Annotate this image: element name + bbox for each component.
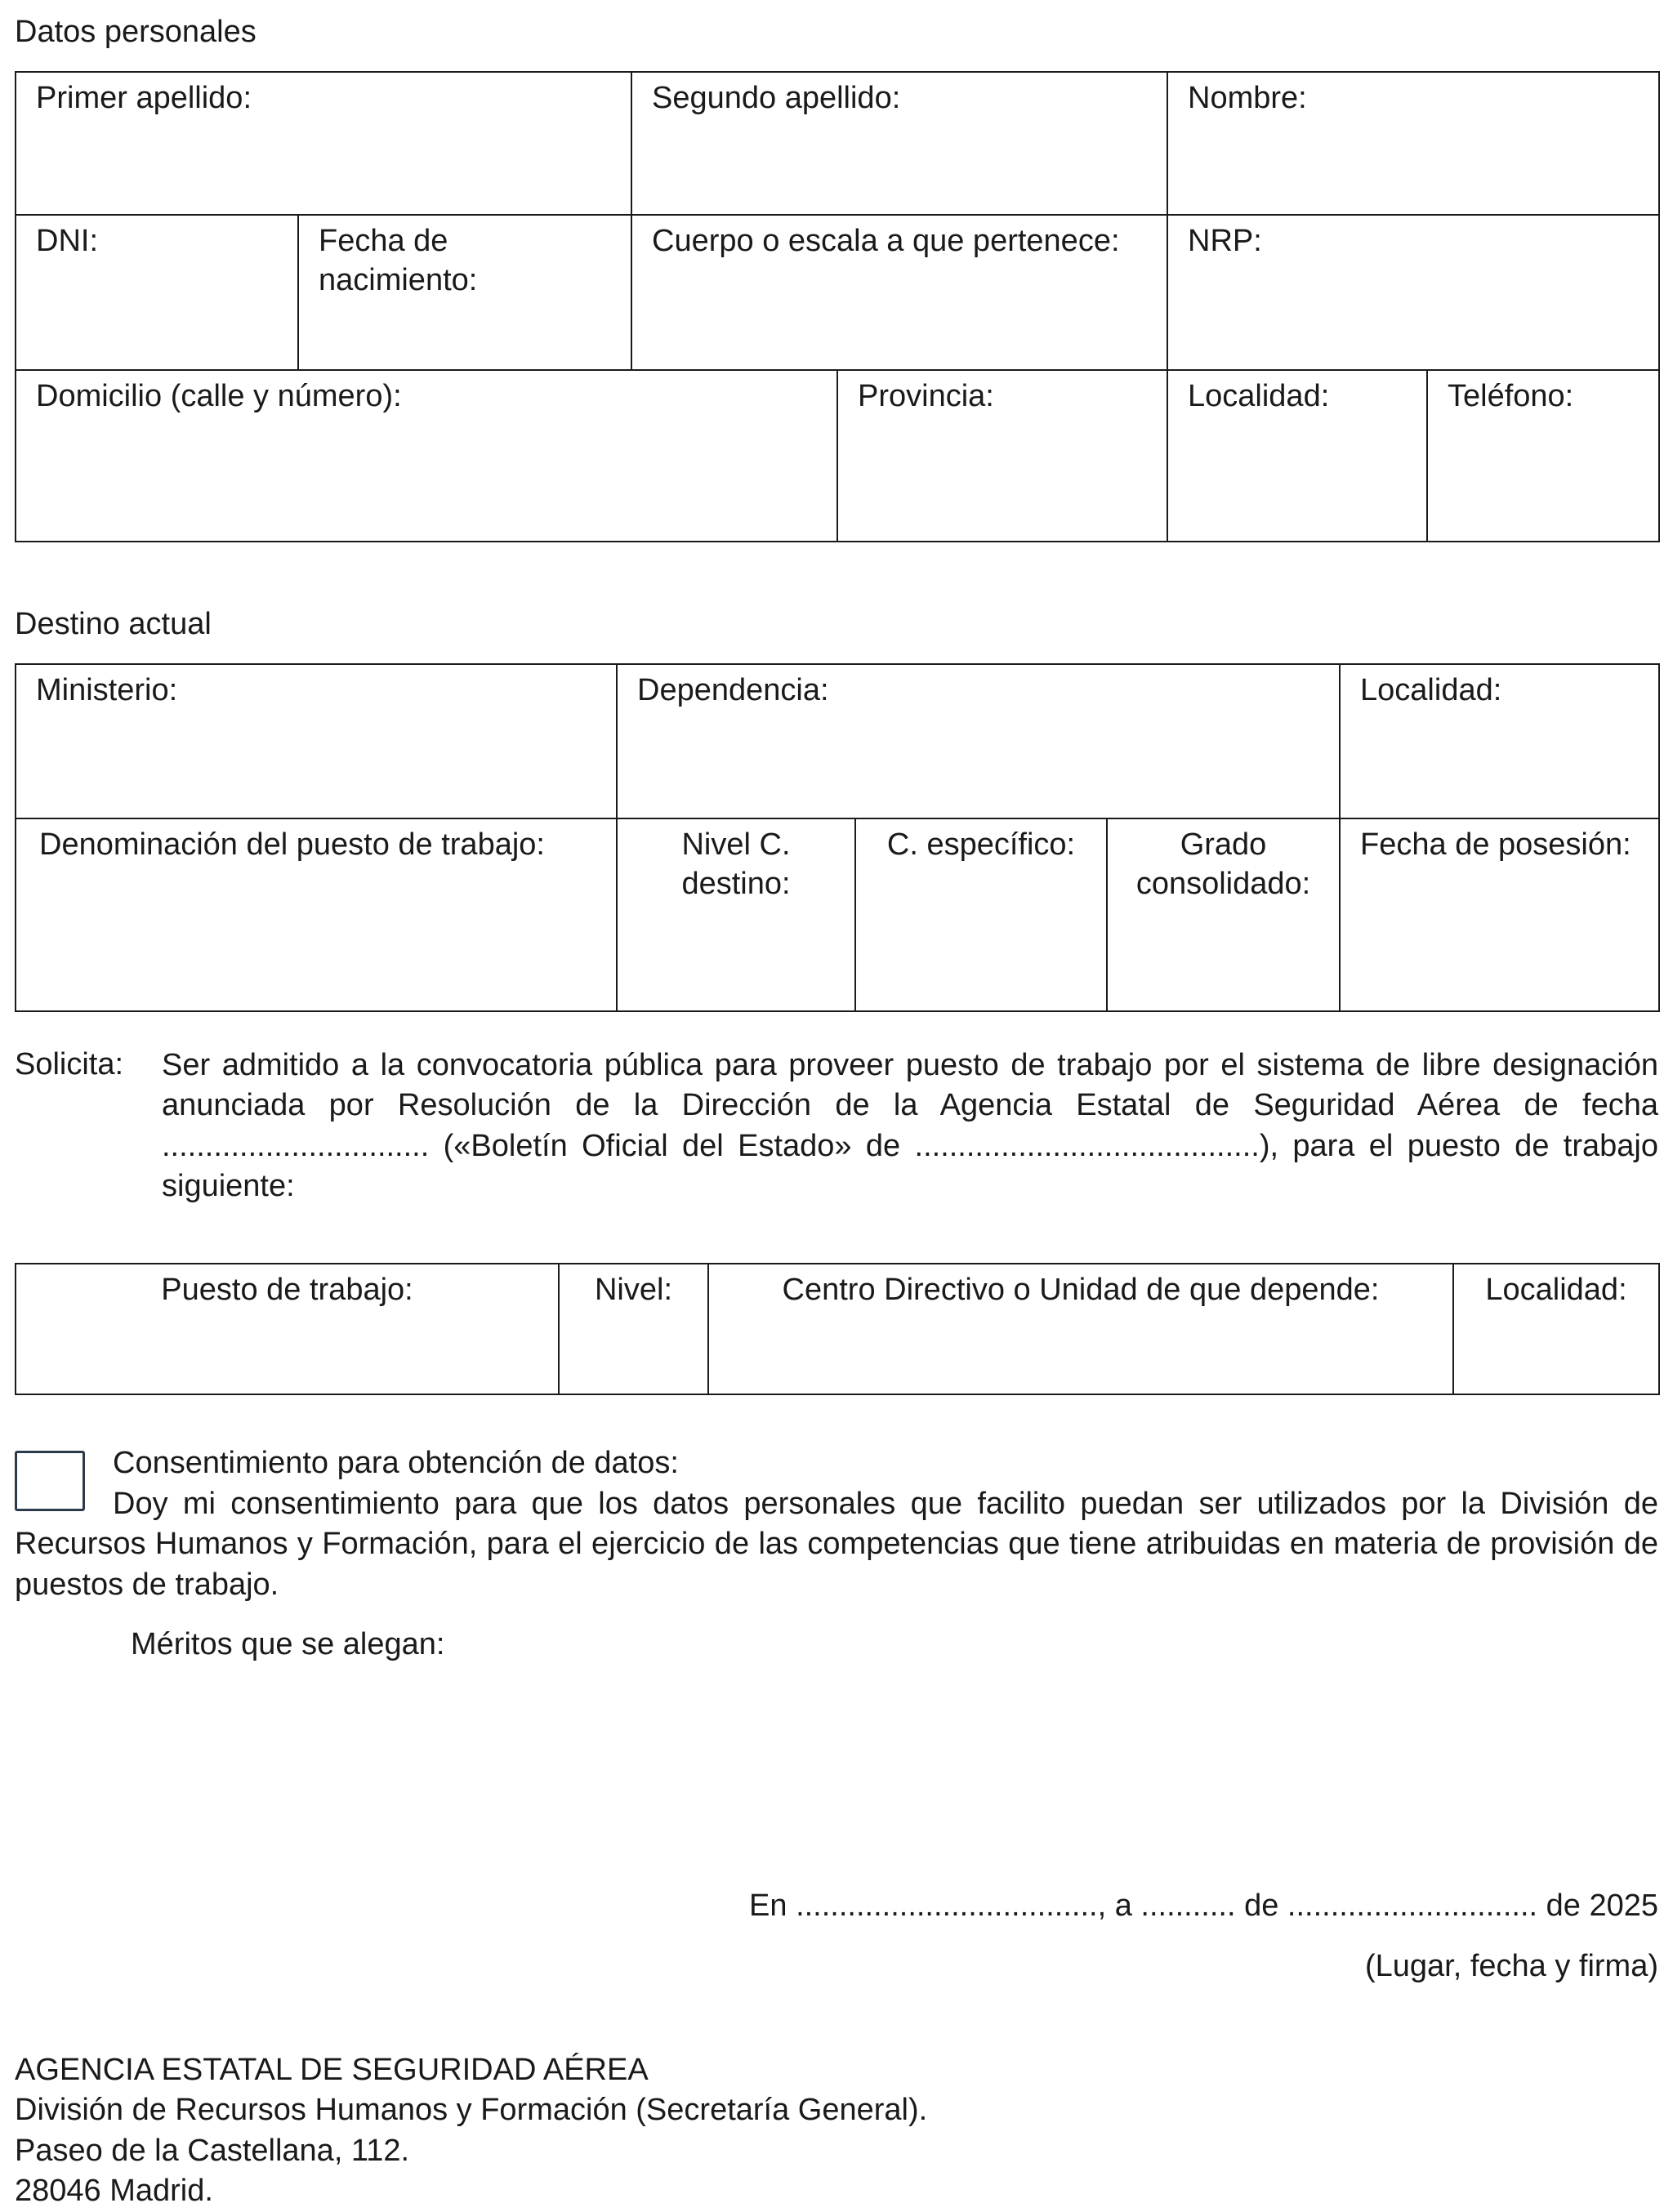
puesto-solicitado-table	[15, 1263, 1660, 1395]
recipient-address	[15, 2050, 927, 2212]
field-cuerpo-escala[interactable]: Cuerpo o escala a que pertenece:	[631, 215, 1167, 370]
field-nivel[interactable]: Nivel:	[559, 1264, 708, 1394]
field-localidad-destino[interactable]: Localidad:	[1340, 664, 1659, 818]
field-dni[interactable]: DNI:	[16, 215, 298, 370]
recipient-agency: AGENCIA ESTATAL DE SEGURIDAD AÉREA	[15, 2053, 649, 2087]
field-puesto-trabajo[interactable]: Puesto de trabajo:	[16, 1264, 559, 1394]
field-domicilio[interactable]: Domicilio (calle y número):	[16, 370, 837, 542]
solicita-text: Ser admitido a la convocatoria pública para proveer puesto de trabajo por el sistema de libre designación anunciada por Resolución de la Dirección de la Agencia Estatal de Seguridad Aérea de fecha ............................... («Boletín Oficial del Estado» de ........................................), para el puesto de trabajo siguiente:	[162, 1048, 1658, 1204]
datos-personales-table	[15, 71, 1660, 542]
field-grado-consolidado[interactable]: Grado consolidado:	[1107, 818, 1340, 1011]
field-fecha-nacimiento[interactable]: Fecha de nacimiento:	[298, 215, 631, 370]
recipient-division: División de Recursos Humanos y Formación (Secretaría General).	[15, 2093, 928, 2128]
consent-text: Doy mi consentimiento para que los datos personales que facilito puedan ser utilizados por la División de Recursos Humanos y Formación, para el ejercicio de las competencias que tiene atribuidas en materia de provisión de puestos de trabajo.	[15, 1487, 1658, 1602]
field-c-especifico[interactable]: C. específico:	[855, 818, 1107, 1011]
field-ministerio[interactable]: Ministerio:	[16, 664, 617, 818]
destino-actual-table	[15, 663, 1660, 1012]
field-nrp[interactable]: NRP:	[1167, 215, 1659, 370]
section-title-destino-actual: Destino actual	[15, 607, 212, 641]
field-telefono[interactable]: Teléfono:	[1427, 370, 1659, 542]
field-segundo-apellido[interactable]: Segundo apellido:	[631, 72, 1167, 215]
signature-caption: (Lugar, fecha y firma)	[1364, 1949, 1658, 1983]
field-denominacion-puesto[interactable]: Denominación del puesto de trabajo:	[16, 818, 617, 1011]
meritos-label: Méritos que se alegan:	[131, 1627, 445, 1661]
solicita-paragraph	[15, 1046, 1658, 1207]
section-title-datos-personales: Datos personales	[15, 15, 257, 49]
consent-title: Consentimiento para obtención de datos:	[113, 1446, 679, 1480]
field-dependencia[interactable]: Dependencia:	[617, 664, 1340, 818]
field-localidad-puesto[interactable]: Localidad:	[1453, 1264, 1659, 1394]
solicita-label: Solicita:	[15, 1047, 124, 1081]
field-provincia[interactable]: Provincia:	[837, 370, 1167, 542]
field-nombre[interactable]: Nombre:	[1167, 72, 1659, 215]
field-nivel-c-destino[interactable]: Nivel C. destino:	[617, 818, 855, 1011]
recipient-city: 28046 Madrid.	[15, 2174, 213, 2209]
recipient-street: Paseo de la Castellana, 112.	[15, 2133, 410, 2168]
field-primer-apellido[interactable]: Primer apellido:	[16, 72, 631, 215]
signature-line: En ..................................., a ........... de ............................. de 2025	[749, 1889, 1658, 1923]
field-fecha-posesion[interactable]: Fecha de posesión:	[1340, 818, 1659, 1011]
field-localidad-personal[interactable]: Localidad:	[1167, 370, 1427, 542]
field-centro-directivo[interactable]: Centro Directivo o Unidad de que depende:	[708, 1264, 1453, 1394]
